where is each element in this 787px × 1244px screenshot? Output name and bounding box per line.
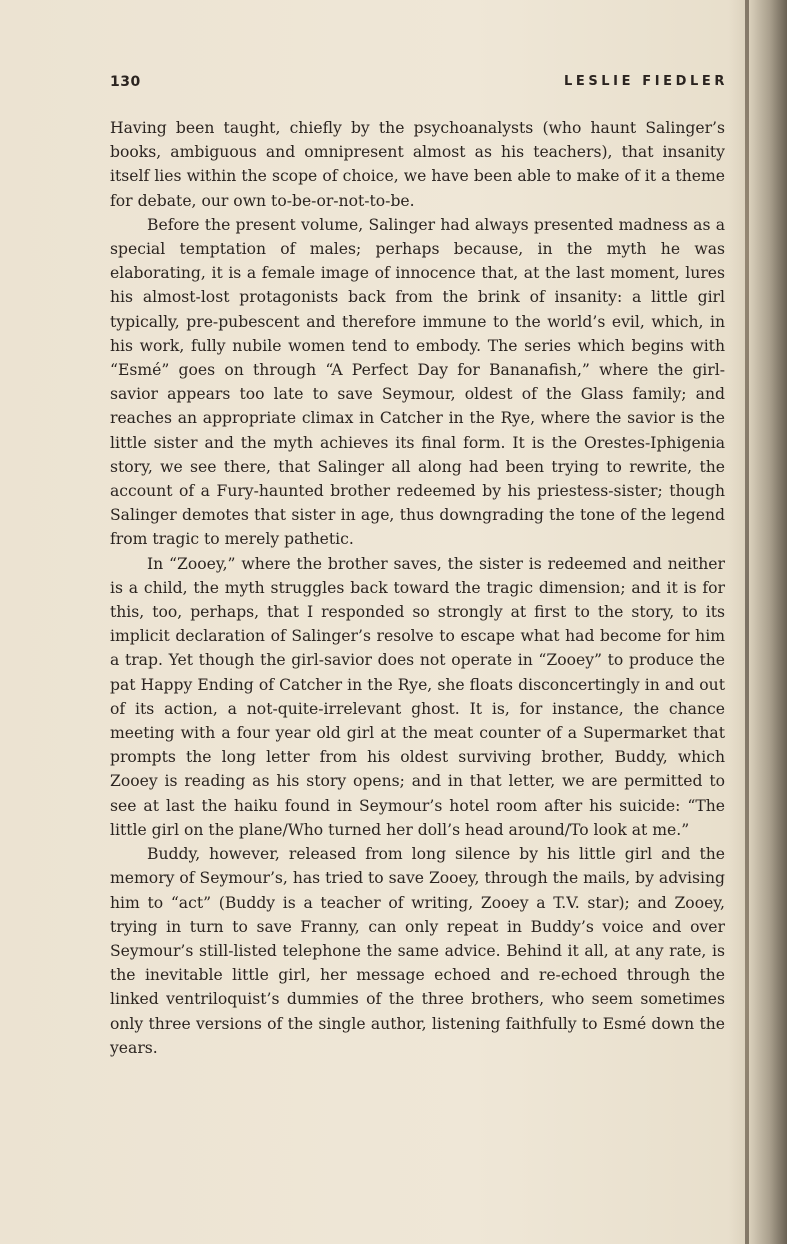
book-spine-shadow — [729, 0, 787, 1244]
book-gutter-edge — [745, 0, 749, 1244]
paragraph-1: Having been taught, chiefly by the psychoanalysts (who haunt Salinger’s books, ambiguous and omnipresent almost as his teachers), that insanity itself lies within the scope of choice, we have been able to make of it a theme for debate, our own to-be-or-not-to-be. — [110, 119, 725, 210]
body-text — [110, 116, 725, 1060]
paragraph-2: Before the present volume, Salinger had always presented madness as a special temptation of males; perhaps because, in the myth he was elaborating, it is a female image of innocence that, at the last moment, lures his almost-lost protagonists back from the brink of insanity: a little girl typically, pre-pubescent and therefore immune to the world’s evil, which, in his work, fully nubile women tend to embody. The series which begins with “Esmé” goes on through “A Perfect Day for Bananafish,” where the girl-savior appears too late to save Seymour, oldest of the Glass family; and reaches an appropriate climax in Catcher in the Rye, where the savior is the little sister and the myth achieves its final form. It is the Orestes-Iphigenia story, we see there, that Salinger all along had been trying to rewrite, the account of a Fury-haunted brother redeemed by his priestess-sister; though Salinger demotes that sister in age, thus downgrading the tone of the legend from tragic to merely pathetic. — [110, 215, 725, 549]
page-header — [110, 74, 728, 98]
page-number: 130 — [110, 74, 141, 90]
running-head: LESLIE FIEDLER — [563, 74, 728, 89]
paragraph-4: Buddy, however, released from long silence by his little girl and the memory of Seymour’s, has tried to save Zooey, through the mails, by advising him to “act” (Buddy is a teacher of writing, Zooey a T.V. star); and Zooey, trying in turn to save Franny, can only repeat in Buddy’s voice and over Seymour’s still-listed telephone the same advice. Behind it all, at any rate, is the inevitable little girl, her message echoed and re-echoed through the linked ventriloquist’s dummies of the three brothers, who seem sometimes only three versions of the single author, listening faithfully to Esmé down the years. — [110, 845, 725, 1057]
paragraph-3: In “Zooey,” where the brother saves, the sister is redeemed and neither is a child, the myth struggles back toward the tragic dimension; and it is for this, too, perhaps, that I responded so strongly at first to the story, to its implicit declaration of Salinger’s resolve to escape what had become for him a trap. Yet though the girl-savior does not operate in “Zooey” to produce the pat Happy Ending of Catcher in the Rye, she floats disconcertingly in and out of its action, a not-quite-irrelevant ghost. It is, for instance, the chance meeting with a four year old girl at the meat counter of a Supermarket that prompts the long letter from his oldest surviving brother, Buddy, which Zooey is reading as his story opens; and in that letter, we are permitted to see at last the haiku found in Seymour’s hotel room after his suicide: “The little girl on the plane/Who turned her doll’s head around/To look at me.” — [110, 554, 725, 839]
